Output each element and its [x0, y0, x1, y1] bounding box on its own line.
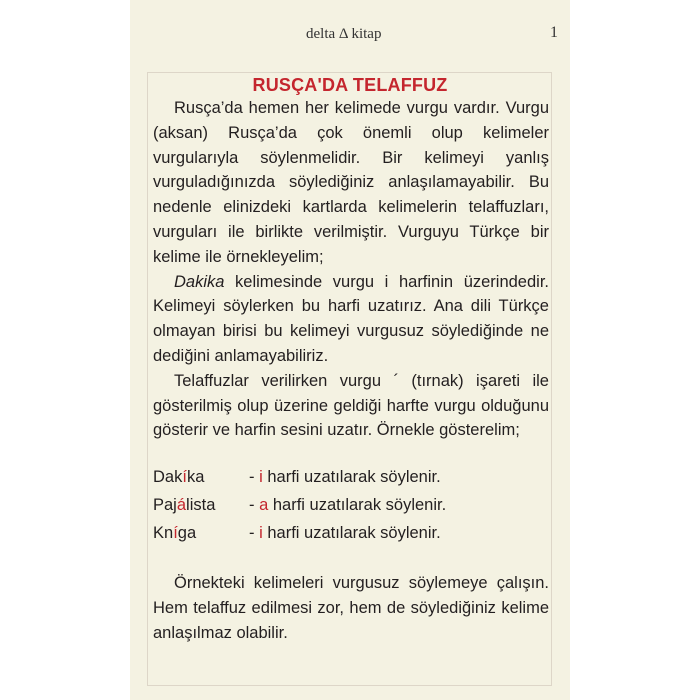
example-description: [249, 519, 441, 547]
example-word-part: ga: [177, 524, 197, 543]
example-word-part: lista: [186, 496, 216, 515]
example-word: [153, 463, 249, 491]
example-word-part: Kn: [153, 524, 174, 543]
example-word-part: Dak: [153, 468, 183, 487]
page-header: [130, 24, 570, 46]
description-text: harfi uzatılarak söylenir.: [268, 496, 447, 515]
paragraph-intro: Rusça’da hemen her kelimede vurgu vardır. Vurgu (aksan) Rusça’da çok önemli olup kelimeler vurgularıyla söylenmelidir. Bir kelimeyi yanlış vurguladığınızda söylediğiniz anlaşılamayabilir. Bu nedenle elinizdeki kartlarda kelimelerin telaffuzları, vurguları ile birlikte verilmiştir. Vurguyu Türkçe bir kelime ile örnekleyelim;: [153, 99, 549, 266]
description-text: harfi uzatılarak söylenir.: [262, 468, 441, 487]
article-body: [153, 96, 549, 646]
page-title: RUSÇA'DA TELAFFUZ: [252, 75, 448, 95]
page-number: 1: [550, 24, 558, 41]
dash: -: [249, 496, 260, 515]
highlighted-letter: i: [259, 524, 263, 543]
example-word-part: Paj: [153, 496, 177, 515]
highlighted-letter: i: [259, 468, 263, 487]
example-description: [249, 463, 441, 491]
example-word: [153, 491, 249, 519]
description-text: harfi uzatılarak söylenir.: [262, 524, 441, 543]
accented-letter: í: [182, 468, 187, 487]
publisher-name: delta Δ kitap: [306, 26, 382, 42]
dash: -: [249, 468, 260, 487]
example-description: [249, 491, 446, 519]
paragraph-example: [153, 270, 549, 369]
dash: -: [249, 524, 260, 543]
accented-letter: á: [176, 496, 187, 515]
paragraph-closing: Örnekteki kelimeleri vurgusuz söylemeye çalışın. Hem telaffuz edilmesi zor, hem de söylediğiniz kelime anlaşılmaz olabilir.: [153, 574, 549, 642]
example-row: [153, 463, 549, 491]
paragraph-example-rest: kelimesinde vurgu i harfinin üzerindedir. Kelimeyi söylerken bu harfi uzatırız. Ana dili Türkçe olmayan birisi bu kelimeyi vurgusuz söylediğinde ne dediğini anlamayabiliriz.: [153, 272, 549, 365]
example-word-part: ka: [186, 468, 205, 487]
accented-letter: í: [173, 524, 178, 543]
book-page: [130, 0, 570, 700]
example-list: [153, 463, 549, 547]
highlighted-letter: a: [259, 496, 269, 515]
example-word: [153, 519, 249, 547]
italic-word: Dakika: [174, 272, 225, 291]
paragraph-accent-mark: Telaffuzlar verilirken vurgu ´ (tırnak) işareti ile gösterilmiş olup üzerine geldiği harfte vurgu olduğunu gösterir ve harfin sesini uzatır. Örnekle gösterelim;: [153, 371, 549, 440]
example-row: [153, 491, 549, 519]
example-row: [153, 519, 549, 547]
